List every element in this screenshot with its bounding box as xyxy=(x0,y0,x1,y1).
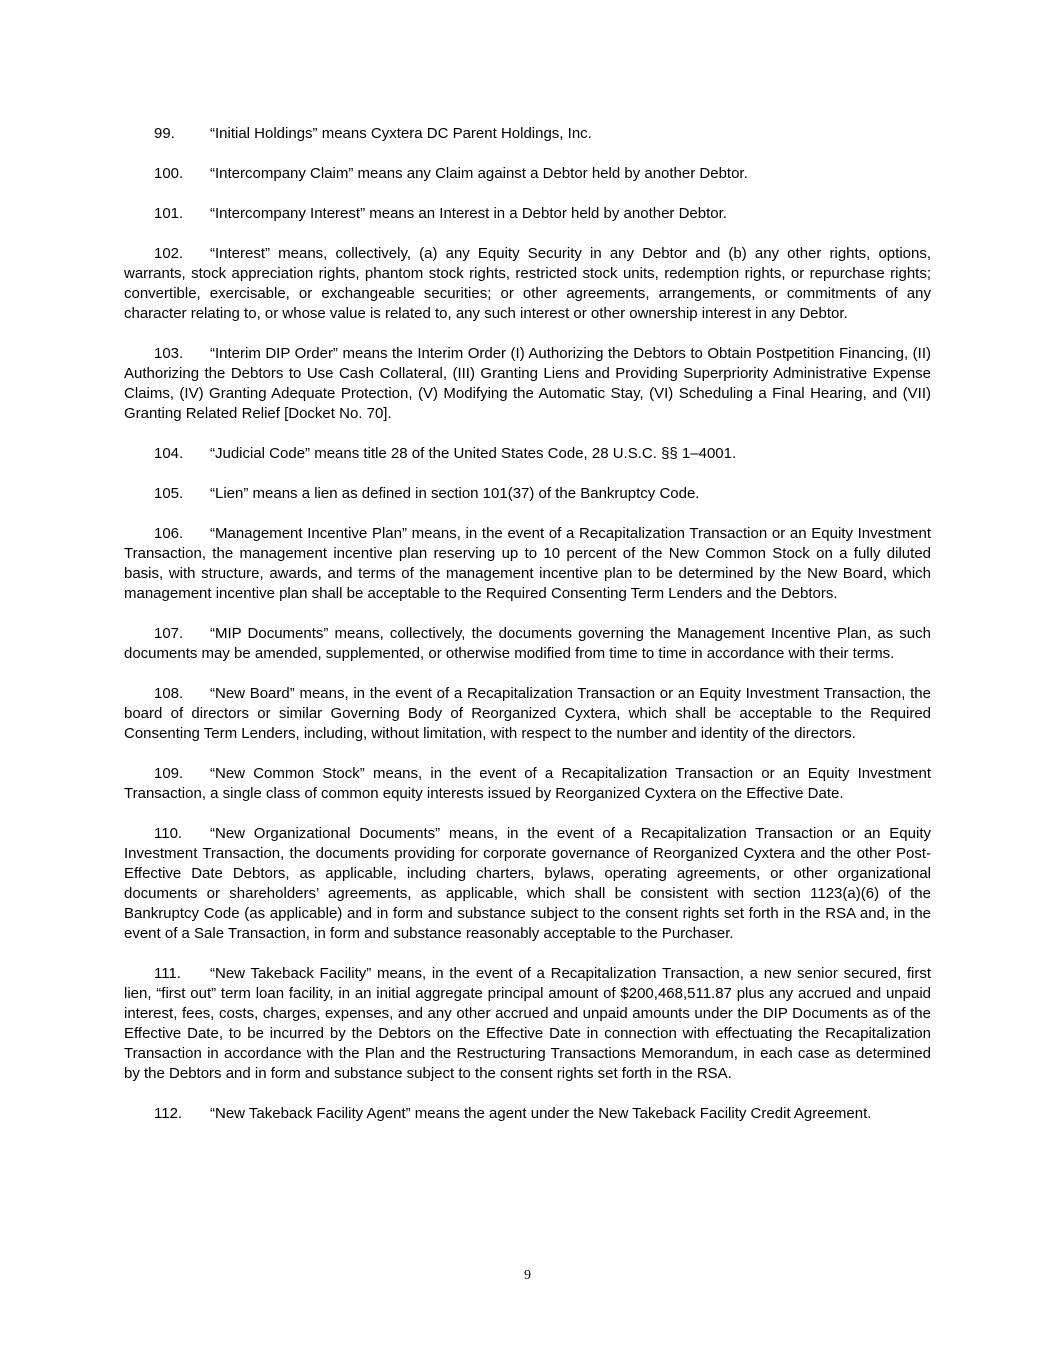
defined-term: “New Takeback Facility” xyxy=(210,965,372,982)
definition-paragraph xyxy=(124,624,931,664)
definition-paragraph xyxy=(124,484,931,504)
defined-term: “Interim DIP Order” xyxy=(210,345,338,362)
definition-text: means, collectively, the documents governing the Management Incentive Plan, as such documents may be amended, supplemented, or otherwise modified from time to time in accordance with their terms. xyxy=(124,625,931,662)
paragraph-number: 112. xyxy=(154,1105,183,1122)
definition-text: means, in the event of a Recapitalization Transaction or an Equity Investment Transaction, the documents providing for corporate governance of Reorganized Cyxtera and the other Post-Effective Date Debtors, as applicable, including charters, bylaws, operating agreements, or other organizational documents or shareholders’ agreements, as applicable, which shall be consistent with section 1123(a)(6) of the Bankruptcy Code (as applicable) and in form and substance subject to the consent rights set forth in the RSA and, in the event of a Sale Transaction, in form and substance reasonably acceptable to the Purchaser. xyxy=(124,825,931,942)
defined-term: “MIP Documents” xyxy=(210,625,329,642)
paragraph-number: 102. xyxy=(154,245,184,262)
definition-paragraph xyxy=(124,164,931,184)
paragraph-number: 104. xyxy=(154,445,184,462)
paragraph-number: 99. xyxy=(154,125,175,142)
paragraph-number: 110. xyxy=(154,825,183,842)
definition-paragraph xyxy=(124,684,931,744)
definition-paragraph xyxy=(124,124,931,144)
defined-term: “Judicial Code” xyxy=(210,445,311,462)
defined-term: “Intercompany Claim” xyxy=(210,165,354,182)
definition-paragraph xyxy=(124,824,931,944)
paragraph-number: 106. xyxy=(154,525,184,542)
paragraph-number: 103. xyxy=(154,345,184,362)
paragraph-number: 107. xyxy=(154,625,184,642)
defined-term: “Interest” xyxy=(210,245,271,262)
definitions-list xyxy=(124,124,931,1144)
definition-text: means the Interim Order (I) Authorizing the Debtors to Obtain Postpetition Financing, (II) Authorizing the Debtors to Use Cash Collateral, (III) Granting Liens and Providing Superpriority Administrative Expense Claims, (IV) Granting Adequate Protection, (V) Modifying the Automatic Stay, (VI) Scheduling a Final Hearing, and (VII) Granting Related Relief [Docket No. 70]. xyxy=(124,345,931,422)
defined-term: “New Common Stock” xyxy=(210,765,365,782)
definition-paragraph xyxy=(124,964,931,1084)
defined-term: “Intercompany Interest” xyxy=(210,205,366,222)
definition-text: means any Claim against a Debtor held by another Debtor. xyxy=(353,165,748,182)
defined-term: “New Takeback Facility Agent” xyxy=(210,1105,411,1122)
definition-paragraph xyxy=(124,764,931,804)
paragraph-number: 101. xyxy=(154,205,184,222)
defined-term: “New Organizational Documents” xyxy=(210,825,441,842)
definition-paragraph xyxy=(124,344,931,424)
definition-text: means, collectively, (a) any Equity Security in any Debtor and (b) any other rights, options, warrants, stock appreciation rights, phantom stock rights, restricted stock units, redemption rights, or repurchase rights; convertible, exercisable, or exchangeable securities; or other agreements, arrangements, or commitments of any character relating to, or whose value is related to, any such interest or other ownership interest in any Debtor. xyxy=(124,245,931,322)
definition-text: means Cyxtera DC Parent Holdings, Inc. xyxy=(317,125,592,142)
paragraph-number: 108. xyxy=(154,685,184,702)
paragraph-number: 111. xyxy=(154,965,181,982)
paragraph-number: 100. xyxy=(154,165,184,182)
definition-text: means title 28 of the United States Code, 28 U.S.C. §§ 1–4001. xyxy=(310,445,737,462)
definition-paragraph xyxy=(124,444,931,464)
definition-paragraph xyxy=(124,524,931,604)
defined-term: “Management Incentive Plan” xyxy=(210,525,407,542)
definition-paragraph xyxy=(124,204,931,224)
defined-term: “Initial Holdings” xyxy=(210,125,318,142)
definition-text: means an Interest in a Debtor held by another Debtor. xyxy=(365,205,727,222)
definition-text: means, in the event of a Recapitalization Transaction, a new senior secured, first lien, “first out” term loan facility, in an initial aggregate principal amount of $200,468,511.87 plus any accrued and unpaid interest, fees, costs, charges, expenses, and any other accrued and unpaid amounts under the DIP Documents as of the Effective Date, to be incurred by the Debtors on the Effective Date in connection with effectuating the Recapitalization Transaction in accordance with the Plan and the Restructuring Transactions Memorandum, in each case as determined by the Debtors and in form and substance subject to the consent rights set forth in the RSA. xyxy=(124,965,931,1082)
definition-paragraph xyxy=(124,1104,931,1124)
definition-text: means, in the event of a Recapitalization Transaction or an Equity Investment Transaction, the board of directors or similar Governing Body of Reorganized Cyxtera, which shall be acceptable to the Required Consenting Term Lenders, including, without limitation, with respect to the number and identity of the directors. xyxy=(124,685,931,742)
definition-text: means, in the event of a Recapitalization Transaction or an Equity Investment Transaction, the management incentive plan reserving up to 10 percent of the New Common Stock on a fully diluted basis, with structure, awards, and terms of the management incentive plan to be determined by the New Board, which management incentive plan shall be acceptable to the Required Consenting Term Lenders and the Debtors. xyxy=(124,525,931,602)
definition-paragraph xyxy=(124,244,931,324)
paragraph-number: 105. xyxy=(154,485,184,502)
defined-term: “New Board” xyxy=(210,685,295,702)
definition-text: means a lien as defined in section 101(37) of the Bankruptcy Code. xyxy=(248,485,700,502)
definition-text: means the agent under the New Takeback Facility Credit Agreement. xyxy=(410,1105,872,1122)
definition-text: means, in the event of a Recapitalization Transaction or an Equity Investment Transaction, a single class of common equity interests issued by Reorganized Cyxtera on the Effective Date. xyxy=(124,765,931,802)
paragraph-number: 109. xyxy=(154,765,184,782)
page-number: 9 xyxy=(524,1268,531,1283)
defined-term: “Lien” xyxy=(210,485,249,502)
